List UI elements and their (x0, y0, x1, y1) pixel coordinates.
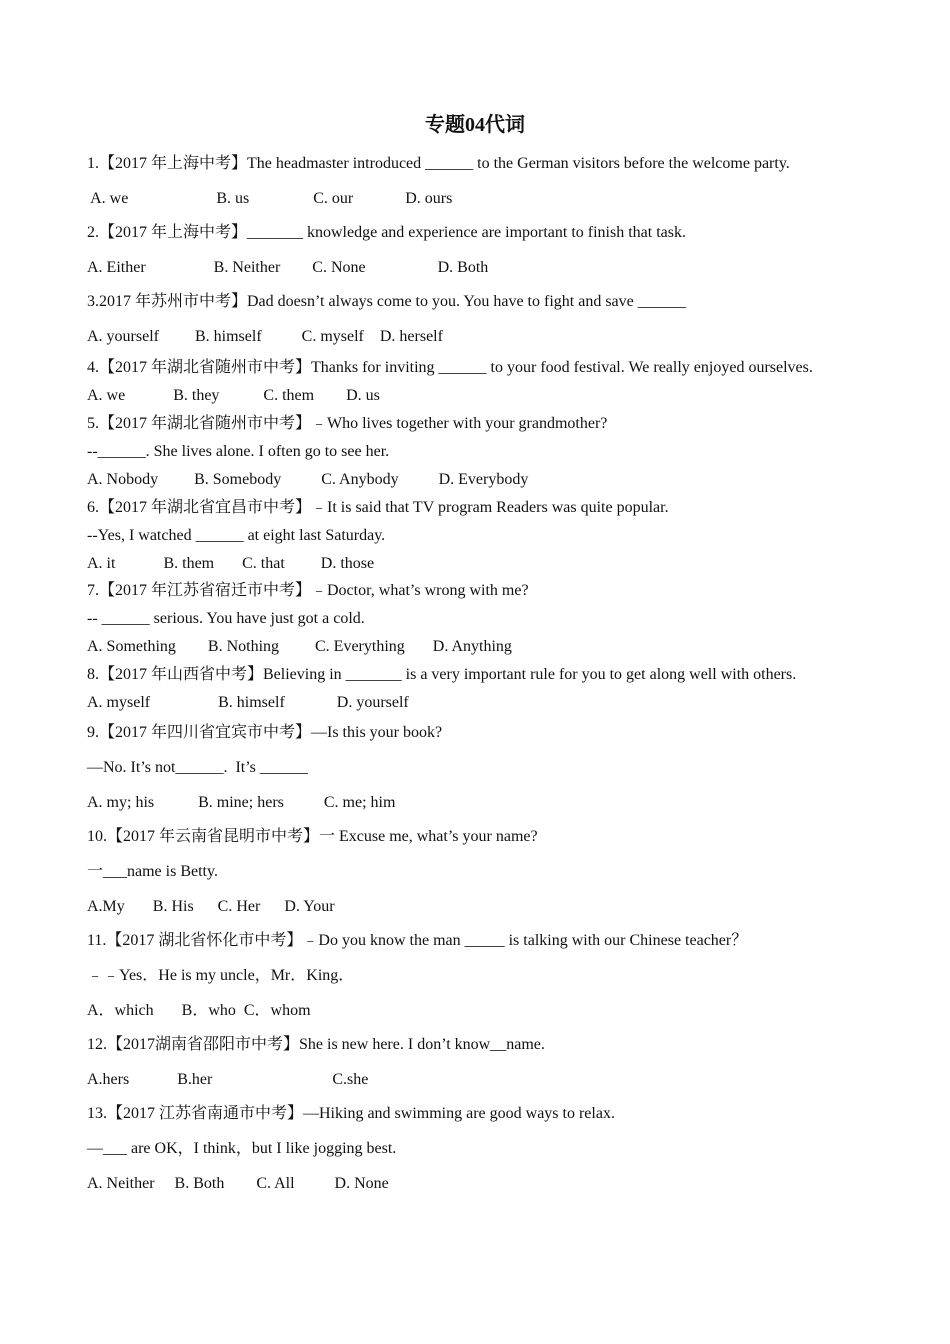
question-5-dialogue: --______. She lives alone. I often go to see her. (87, 443, 390, 460)
question-2-options: A. Either B. Neither C. None D. Both (87, 259, 489, 276)
question-4-options: A. we B. they C. them D. us (87, 387, 380, 404)
question-11-options: A．which B．who C．whom (87, 1002, 311, 1019)
question-2-stem: 2.【2017 年上海中考】_______ knowledge and experience are important to finish that task. (87, 224, 686, 241)
question-12-stem: 12.【2017湖南省邵阳市中考】She is new here. I don’t know__name. (87, 1036, 545, 1053)
question-13-options: A. Neither B. Both C. All D. None (87, 1175, 389, 1192)
question-6-dialogue: --Yes, I watched ______ at eight last Saturday. (87, 527, 386, 544)
question-12-options: A.hers B.her C.she (87, 1071, 369, 1088)
question-9-dialogue: —No. It’s not______. It’s ______ (87, 759, 308, 776)
question-7-options: A. Something B. Nothing C. Everything D. Anything (87, 638, 512, 655)
question-10-options: A.My B. His C. Her D. Your (87, 898, 335, 915)
question-13-dialogue: —___ are OK，I think，but I like jogging best. (87, 1140, 397, 1157)
question-5-options: A. Nobody B. Somebody C. Anybody D. Everybody (87, 471, 529, 488)
question-6-stem: 6.【2017 年湖北省宜昌市中考】﹣It is said that TV program Readers was quite popular. (87, 499, 669, 516)
question-6-options: A. it B. them C. that D. those (87, 555, 375, 572)
question-3-options: A. yourself B. himself C. myself D. herself (87, 328, 443, 345)
question-1-options: A. we B. us C. our D. ours (87, 190, 453, 207)
question-5-stem: 5.【2017 年湖北省随州市中考】﹣Who lives together with your grandmother? (87, 415, 608, 432)
question-9-stem: 9.【2017 年四川省宜宾市中考】—Is this your book? (87, 724, 443, 741)
question-4-stem: 4.【2017 年湖北省随州市中考】Thanks for inviting ______ to your food festival. We really enjoyed ourselves. (87, 359, 813, 376)
question-9-options: A. my; his B. mine; hers C. me; him (87, 794, 396, 811)
question-10-stem: 10.【2017 年云南省昆明市中考】一 Excuse me, what’s your name? (87, 828, 538, 845)
question-8-stem: 8.【2017 年山西省中考】Believing in _______ is a very important rule for you to get along well with others. (87, 666, 797, 683)
question-10-dialogue: 一___name is Betty. (87, 863, 218, 880)
page-title: 专题04代词 (425, 114, 525, 136)
question-7-stem: 7.【2017 年江苏省宿迁市中考】﹣Doctor, what’s wrong with me? (87, 582, 529, 599)
question-11-stem: 11.【2017 湖北省怀化市中考】﹣Do you know the man _____ is talking with our Chinese teacher？ (87, 932, 748, 949)
question-13-stem: 13.【2017 江苏省南通市中考】—Hiking and swimming are good ways to relax. (87, 1105, 615, 1122)
question-1-stem: 1.【2017 年上海中考】The headmaster introduced ______ to the German visitors before the welcome party. (87, 155, 790, 172)
question-11-dialogue: ﹣﹣Yes．He is my uncle，Mr．King． (87, 967, 355, 984)
question-8-options: A. myself B. himself D. yourself (87, 694, 409, 711)
question-3-stem: 3.2017 年苏州市中考】Dad doesn’t always come to you. You have to fight and save ______ (87, 293, 686, 310)
question-7-dialogue: -- ______ serious. You have just got a cold. (87, 610, 365, 627)
